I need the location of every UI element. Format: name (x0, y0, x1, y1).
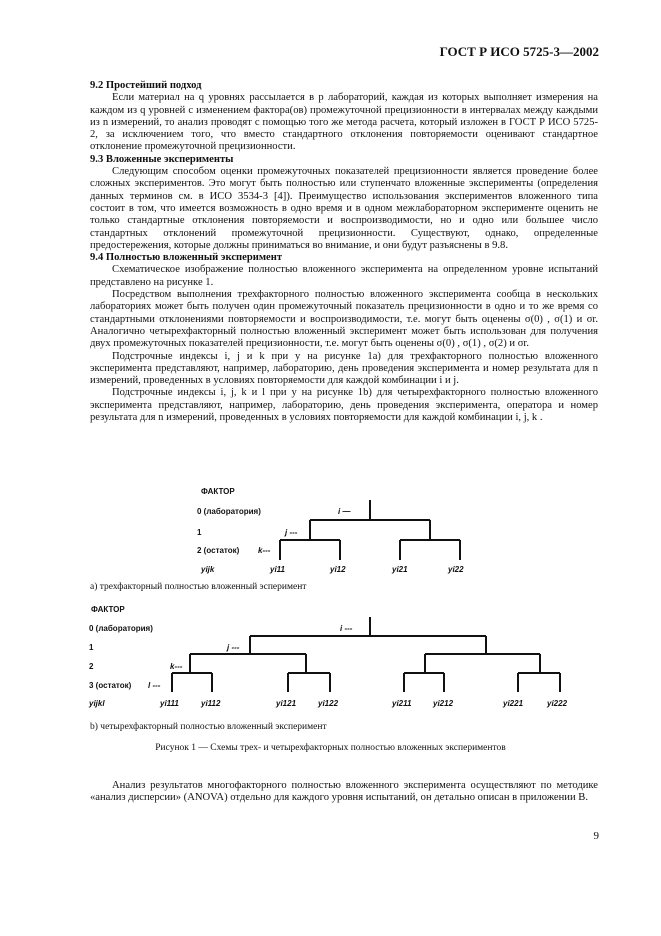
paragraph-anova: Анализ результатов многофакторного полностью вложенного эксперимента осуществляют по методике «анализ дисперсии» (ANOVA) отдельно для каждого уровня испытаний, он детально описан в приложении В. (90, 780, 598, 804)
diagB-level-2: 2 (89, 662, 94, 671)
paragraph-9-4-b: Посредством выполнения трехфакторного полностью вложенного эксперимента сообща в нескольких лабораториях может быть получен один промежуточный показатель прецизионности в одно и то же время со стандартными отклонениями повторяемости и воспроизводимости, т.е. могут быть оценены σ(0) , σ(1) и σr. Аналогично четырехфакторный полностью вложенный эксперимент может быть использован для получения двух промежуточных показателей прецизионности, т.е. могут быть оценены σ(0) , σ(1) , σ(2) и σr. (90, 289, 598, 350)
diagA-leaf-yi21: yi21 (392, 565, 408, 574)
page-number: 9 (593, 830, 599, 842)
diagB-label-l: l --- (148, 681, 161, 690)
diagB-factor-label: ФАКТОР (91, 605, 125, 614)
diagA-leaf-yijk: yijk (201, 565, 215, 574)
diagA-label-j: j --- (285, 528, 298, 537)
diagB-leaf-yi212: yi212 (433, 699, 454, 708)
diagB-level-1: 1 (89, 643, 94, 652)
diagB-leaf-yi111: yi111 (160, 699, 179, 708)
diagA-leaf-yi22: yi22 (448, 565, 464, 574)
diagB-level-0: 0 (лаборатория) (89, 624, 153, 633)
paragraph-9-4-c: Подстрочные индексы i, j и k при y на рисунке 1a) для трехфакторного полностью вложенного эксперимента представляют, например, лабораторию, день проведения эксперимента и номер результата для n измерений, проведенных в условиях повторяемости для каждой комбинации i и j. (90, 350, 598, 387)
diagB-leaf-yi211: yi211 (392, 699, 412, 708)
diagA-factor-label: ФАКТОР (201, 487, 235, 496)
paragraph-9-4-a: Схематическое изображение полностью вложенного эксперимента на определенном уровне испытаний представлено на рисунке 1. (90, 264, 598, 288)
diagA-level-2: 2 (остаток) (197, 546, 240, 555)
diagA-leaf-yi12: yi12 (330, 565, 346, 574)
diagA-label-k: k--- (258, 546, 271, 555)
diagB-label-j: j --- (227, 643, 240, 652)
diagB-leaf-yijkl: yijkl (89, 699, 105, 708)
paragraph-9-3: Следующим способом оценки промежуточных показателей прецизионности является проведение более сложных экспериментов. Это могут быть полностью или ступенчато вложенные эксперименты (определения данных терминов см. в ИСО 3534-3 [4]). Преимущество использования экспериментов вложенного типа состоит в том, что имеется возможность в одно время и в одном межлабораторном эксперименте оценить не только стандартные отклонения повторяемости и воспроизводимости, но и одно или большее число стандартных отклонений промежуточной прецизионности. Существуют, однако, определенные предостережения, которые должны приниматься во внимание, и они будут разъяснены в 9.8. (90, 166, 598, 251)
diagB-leaf-yi122: yi122 (318, 699, 339, 708)
paragraph-9-4-d: Подстрочные индексы i, j, k и l при y на рисунке 1b) для четырехфакторного полностью вложенного эксперимента представляют, например, лабораторию, день проведения эксперимента, оператора и номер результата для n измерений, проведенных в условиях повторяемости для каждой комбинации i, j, k . (90, 387, 598, 424)
document-header: ГОСТ Р ИСО 5725-3—2002 (439, 44, 599, 59)
diagB-caption: b) четырехфакторный полностью вложенный эксперимент (90, 722, 327, 732)
figure-caption: Рисунок 1 — Схемы трех- и четырехфакторных полностью вложенных экспериментов (155, 743, 506, 753)
diagA-level-0: 0 (лаборатория) (197, 507, 261, 516)
heading-9-4: 9.4 Полностью вложенный эксперимент (90, 252, 283, 264)
diagA-level-1: 1 (197, 528, 202, 537)
paragraph-9-2: Если материал на q уровнях рассылается в p лабораторий, каждая из которых выполняет измерения на каждом из q уровней с изменением фактора(ов) промежуточной прецизионности в интервалах между каждыми из n измерений, то анализ проводят с помощью того же метода расчета, который изложен в ГОСТ Р ИСО 5725-2, за исключением того, что вместо стандартного отклонения повторяемости оценивают стандартное отклонение промежуточной прецизионности. (90, 92, 598, 153)
diagB-label-i: i --- (340, 624, 353, 633)
diagB-level-3: 3 (остаток) (89, 681, 132, 690)
diagA-label-i: i — (338, 507, 351, 516)
diagA-leaf-yi11: yi11 (270, 565, 285, 574)
diagB-leaf-yi112: yi112 (201, 699, 221, 708)
diagB-label-k: k--- (170, 662, 183, 671)
heading-9-2: 9.2 Простейший подход (90, 80, 202, 91)
diagB-leaf-yi222: yi222 (547, 699, 568, 708)
diagB-leaf-yi221: yi221 (503, 699, 524, 708)
closing-text (90, 780, 598, 805)
heading-9-3: 9.3 Вложенные эксперименты (90, 153, 234, 165)
diagA-caption: a) трехфакторный полностью вложенный эсперимент (90, 582, 307, 592)
diagB-leaf-yi121: yi121 (276, 699, 297, 708)
